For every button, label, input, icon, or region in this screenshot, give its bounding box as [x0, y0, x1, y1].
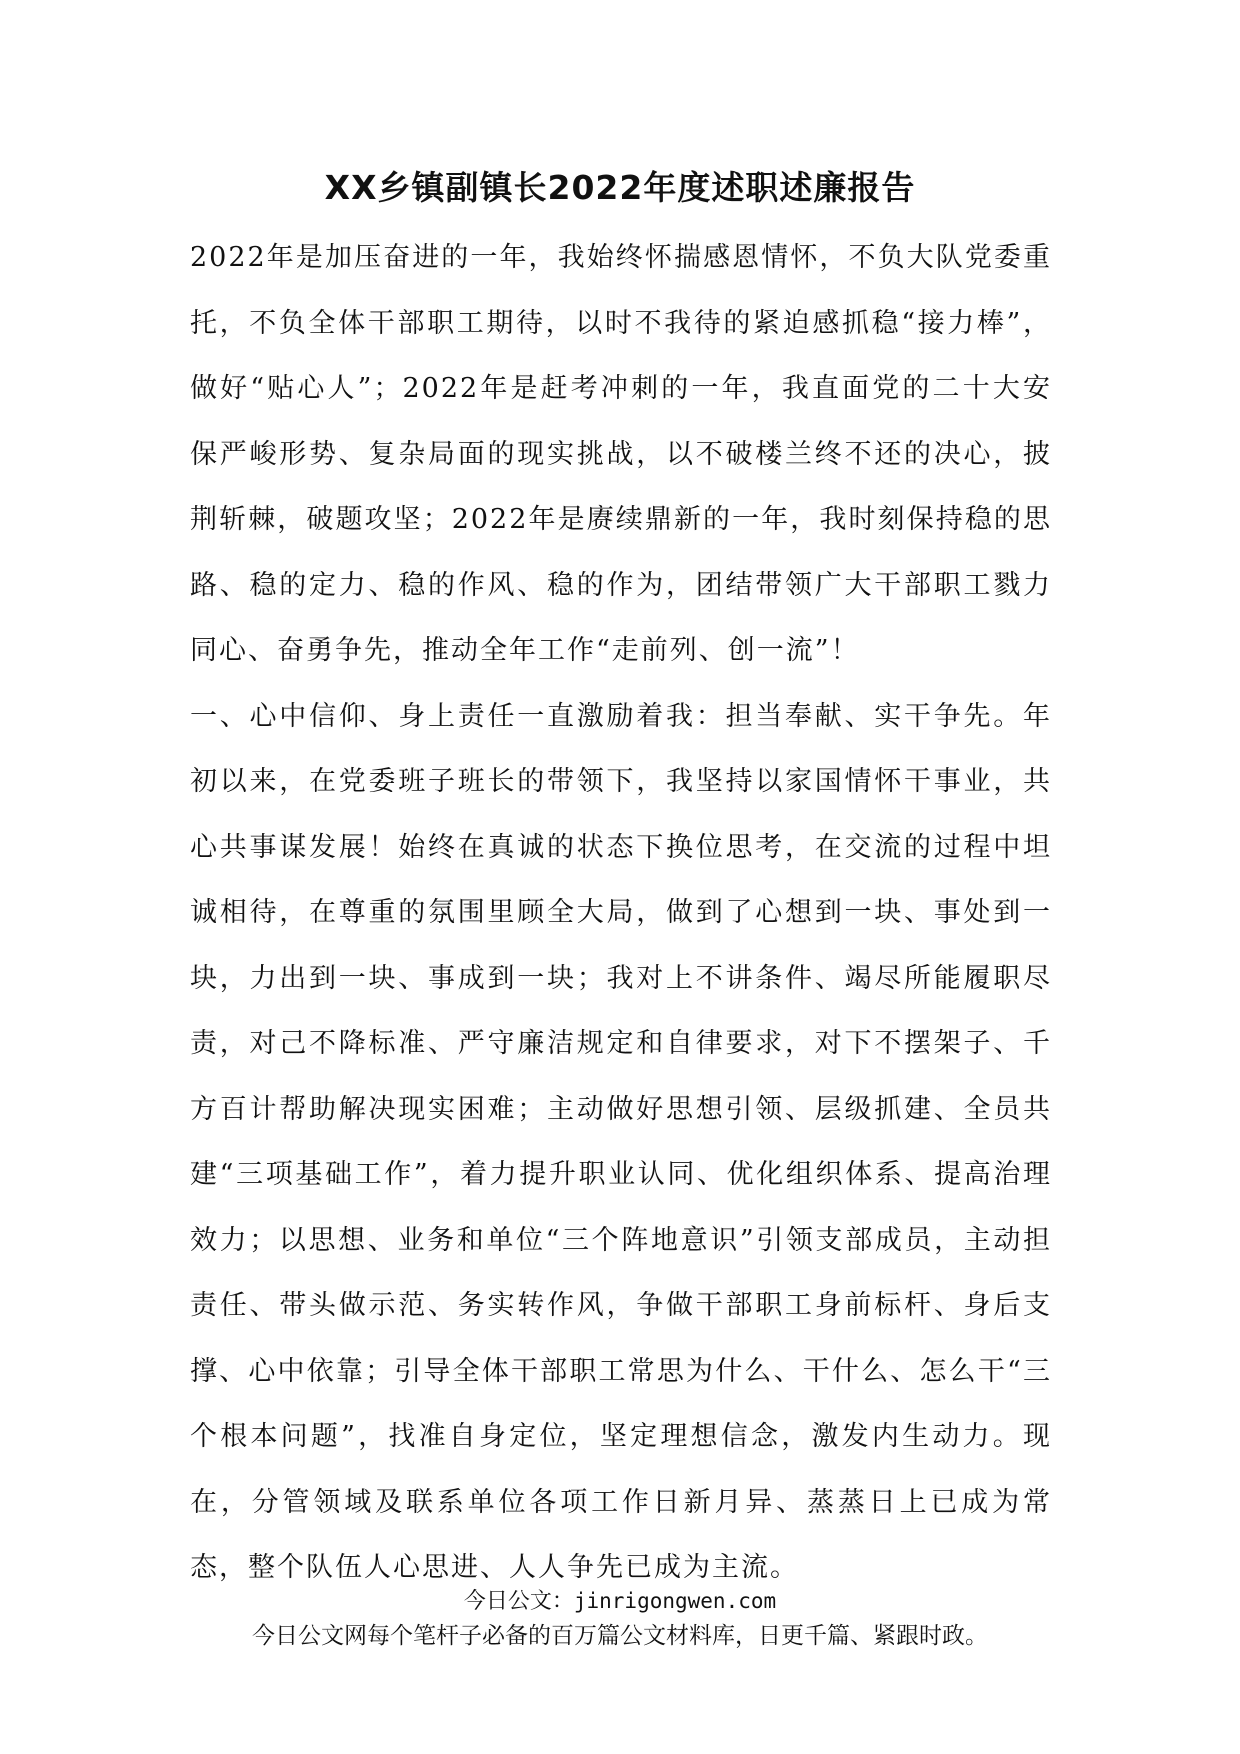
footer-site-url[interactable]: jinrigongwen.com [573, 1589, 777, 1613]
footer-slogan: 今日公文网每个笔杆子必备的百万篇公文材料库，日更千篇、紧跟时政。 [252, 1623, 988, 1649]
footer-site-label: 今日公文： [463, 1589, 574, 1614]
document-title: XX乡镇副镇长2022年度述职述廉报告 [324, 168, 916, 207]
footer-site [0, 1586, 1240, 1617]
document-body [190, 225, 1052, 1601]
paragraph-section-one: 一、心中信仰、身上责任一直激励着我：担当奉献、实干争先。年初以来，在党委班子班长的带领下，我坚持以家国情怀干事业，共心共事谋发展！始终在真诚的状态下换位思考，在交流的过程中坦诚相待，在尊重的氛围里顾全大局，做到了心想到一块、事处到一块，力出到一块、事成到一块；我对上不讲条件、竭尽所能履职尽责，对己不降标准、严守廉洁规定和自律要求，对下不摆架子、千方百计帮助解决现实困难；主动做好思想引领、层级抓建、全员共建“三项基础工作”，着力提升职业认同、优化组织体系、提高治理效力；以思想、业务和单位“三个阵地意识”引领支部成员，主动担责任、带头做示范、务实转作风，争做干部职工身前标杆、身后支撑、心中依靠；引导全体干部职工常思为什么、干什么、怎么干“三个根本问题”，找准自身定位，坚定理想信念，激发内生动力。现在，分管领域及联系单位各项工作日新月异、蒸蒸日上已成为常态，整个队伍人心思进、人人争先已成为主流。 [190, 700, 1052, 1583]
paragraph-intro: 2022年是加压奋进的一年，我始终怀揣感恩情怀，不负大队党委重托，不负全体干部职工期待，以时不我待的紧迫感抓稳“接力棒”，做好“贴心人”；2022年是赶考冲刺的一年，我直面党的二十大安保严峻形势、复杂局面的现实挑战，以不破楼兰终不还的决心，披荆斩棘，破题攻坚；2022年是赓续鼎新的一年，我时刻保持稳的思路、稳的定力、稳的作风、稳的作为，团结带领广大干部职工戮力同心、奋勇争先，推动全年工作“走前列、创一流”！ [190, 242, 1052, 666]
